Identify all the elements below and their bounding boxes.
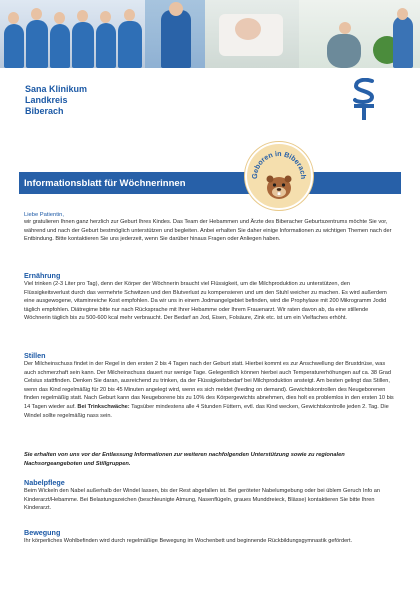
section-text: Beim Wickeln den Nabel außerhalb der Windel lassen, bis der Rest abgefallen ist. Bei geröteter Nabelumgebung oder bei üblem Geruch Info an Kinderarzt/Hebamme. Bei Belastungszeichen (beschleunigte Atmung, Nasenflügeln, graues Munddreieck, Blässe) kontaktieren Sie bitte Ihren Kinderarzt. [24, 488, 381, 512]
section-stillen [24, 351, 396, 420]
intro-text: wir gratulieren Ihnen ganz herzlich zur Geburt Ihres Kindes. Das Team der Hebammen und Ärzte des Biberacher Geburtszentrums möchte Sie vor, während und nach der Geburt bestmöglich unterstützen und begleiten. Anbei erhalten Sie daher einige Informationen zu wichtigen Themen nach der Entbindung. Bitte kontaktieren Sie uns jederzeit, wenn Sie darüber hinaus Fragen oder Anliegen haben. [24, 219, 392, 243]
svg-text:Geboren in Biberach [250, 149, 308, 179]
trinkschwaeche-text: Tagsüber mindestens alle 4 Stunden Füttern, evtl. das Kind wecken, Gewichtskontrolle jeden 2. Tag. Die Windel sollte regelmäßig nass sein. [24, 403, 389, 419]
clinic-name-line-1: Sana Klinikum [25, 84, 88, 94]
gymnastics-photo [299, 0, 420, 68]
staff-group-photo [0, 0, 145, 68]
born-in-biberach-seal [245, 142, 313, 210]
section-nabelpflege [24, 478, 396, 513]
seal-text: Geboren in Biberach [249, 148, 309, 180]
section-heading: Stillen [24, 351, 46, 360]
intro-section [24, 212, 396, 244]
followup-note [24, 451, 396, 469]
section-bewegung [24, 528, 396, 546]
followup-note-text: Sie erhalten von uns vor der Entlassung Informationen zur weiteren nachfolgenden Unterstützung sowie zu regionalen Nachsorgeangeboten und Stillgruppen. [24, 452, 345, 467]
clinic-name-line-3: Biberach [25, 106, 64, 116]
page-title: Informationsblatt für Wöchnerinnen [24, 178, 186, 189]
clinic-name [25, 84, 87, 117]
sana-logo-icon [353, 78, 375, 122]
section-text: Ihr körperliches Wohlbefinden wird durch regelmäßige Bewegung im Wochenbett und beginnende Rückbildungsgymnastik gefördert. [24, 538, 353, 544]
greeting: Liebe Patientin, [24, 212, 64, 218]
baby-photo [205, 0, 299, 68]
clinic-name-line-2: Landkreis [25, 95, 68, 105]
section-text: Viel trinken (2-3 Liter pro Tag), denn der Körper der Wöchnerin braucht viel Flüssigkeit, um die Milchproduktion zu unterstützen, den Flüssigkeitsverlust durch das vermehrte Schwitzen und den Blutverlust zu kompensieren und um den Stuhl weicher zu machen. Es wird außerdem eine ausgewogene, vitaminreiche Kost empfohlen. Da wir uns in einem Jodmangelgebiet befinden, wird die Prophylaxe mit 200 Mikrogramm Jodid täglich empfohlen. Diätregime bitte nur nach Rücksprache mit Ihrer Hebamme oder Ihrem Frauenarzt. Wir raten davon ab, da eine stillende Wöchnerin täglich bis zu 500-600 kcal mehr verbraucht. Der Bedarf an Jod, Eisen, Folsäure, Zink etc. ist um ein Vielfaches erhöht. [24, 281, 387, 322]
beaver-icon [267, 176, 292, 200]
section-ernaehrung [24, 271, 396, 323]
section-heading: Nabelpflege [24, 478, 65, 487]
nurse-photo [145, 0, 205, 68]
section-heading: Bewegung [24, 528, 61, 537]
section-text [24, 360, 396, 420]
section-heading: Ernährung [24, 271, 61, 280]
header-photo-strip [0, 0, 420, 68]
trinkschwaeche-label: Bei Trinkschwäche: [77, 403, 130, 410]
stillen-body: Der Milcheinschuss findet in der Regel in den ersten 2 bis 4 Tagen nach der Geburt statt. Hierbei kommt es zur Anschwellung der Brustdrüse, was auch schmerzhaft sein kann. Der Milcheinschuss dauert nur wenige Tage. Gelegentlich können hierbei auch Temperaturerhöhungen auf ca. 38 Grad Celsius stattfinden. Denken Sie daran, ausreichend zu trinken, da der Flüssigkeitsbedarf bei Milchproduktion ansteigt. Am besten gelingt das Stillen, wenn das Kind regelmäßig für 20 bis 45 Minuten angelegt wird, wenn es sich meldet (feeding on demand). Gewichtskontrollen des Neugeborenen finden regelmäßig statt. Nach Geburt kann das Neugeborene bis zu 10% des Körpergewichts abnehmen, dies holt es problemlos in den ersten 10 bis 14 Tagen wieder auf. [24, 361, 394, 410]
